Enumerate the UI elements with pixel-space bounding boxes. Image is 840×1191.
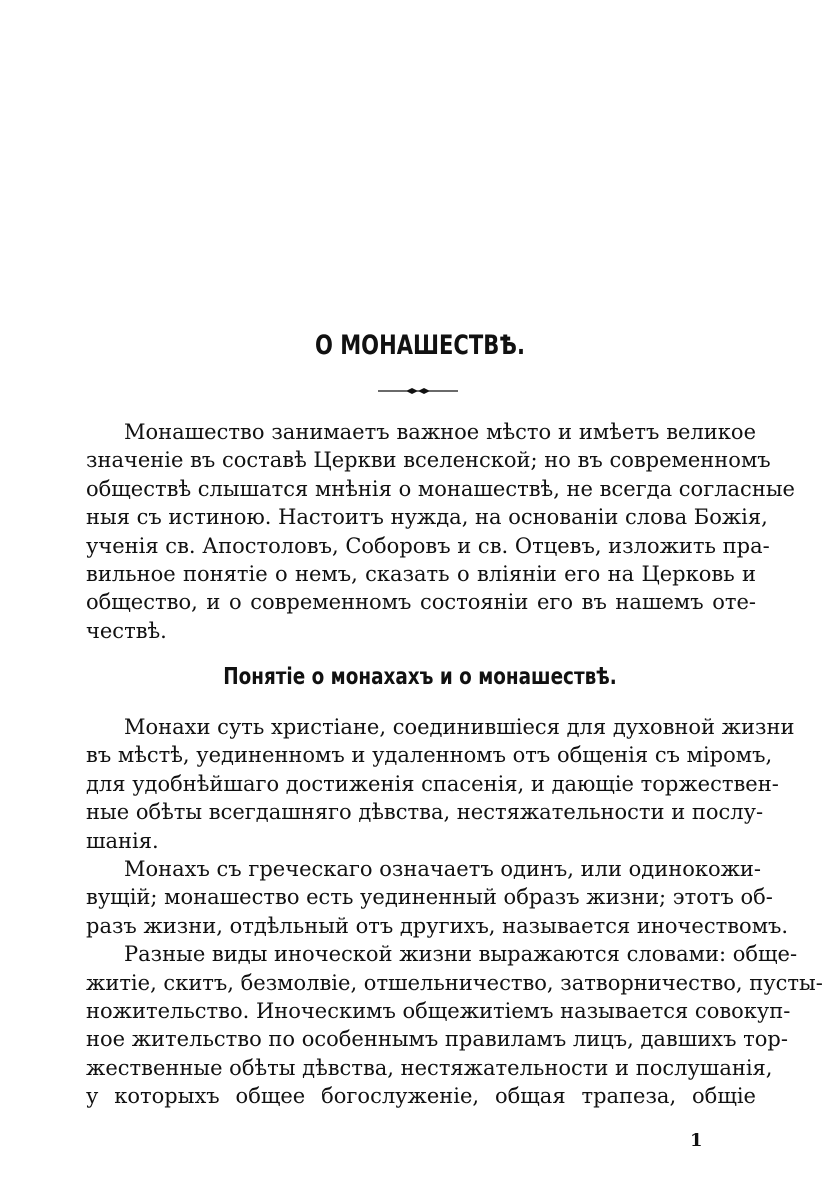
text-line: шанія.: [86, 828, 159, 853]
page-title: О МОНАШЕСТВѢ.: [314, 330, 525, 361]
text-line: вущій; монашество есть уединенный образъ жизни; этотъ об-: [86, 885, 773, 910]
title-ornament: [378, 386, 458, 396]
page-number: 1: [690, 1130, 703, 1151]
text-line: Монахъ съ греческаго означаетъ одинъ, или одинокожи-: [124, 857, 762, 882]
text-line: ныя съ истиною. Настоитъ нужда, на основаніи слова Божія,: [86, 505, 768, 530]
text-line: для удобнѣйшаго достиженія спасенія, и дающіе торжествен-: [86, 771, 779, 796]
body-paragraphs: [86, 713, 823, 1111]
text-line: вильное понятіе о немъ, сказать о вліяніи его на Церковь и: [86, 562, 756, 587]
text-line: ные обѣты всегдашняго дѣвства, нестяжательности и послу-: [86, 800, 764, 825]
text-line: ножительство. Иноческимъ общежитіемъ называется совокуп-: [86, 999, 791, 1024]
text-line: обществѣ слышатся мнѣнія о монашествѣ, не всегда согласные: [86, 476, 795, 501]
text-line: у которыхъ общее богослуженіе, общая трапеза, общіе: [86, 1084, 756, 1109]
text-line: разъ жизни, отдѣльный отъ другихъ, называется иночествомъ.: [86, 913, 789, 938]
text-line: Разные виды иноческой жизни выражаются словами: обще-: [124, 942, 798, 967]
text-line: Монашество занимаетъ важное мѣсто и имѣетъ великое: [124, 420, 756, 444]
text-line: въ мѣстѣ, уединенномъ и удаленномъ отъ общенія съ міромъ,: [86, 743, 773, 768]
text-line: чествѣ.: [86, 618, 167, 643]
text-line: Монахи суть христіане, соединившіеся для духовной жизни: [124, 715, 795, 739]
text-line: житіе, скитъ, безмолвіе, отшельничество, затворничество, пусты-: [86, 970, 823, 995]
section-title: Понятіе о монахахъ и о монашествѣ.: [223, 664, 617, 690]
text-line: ное жительство по особеннымъ правиламъ лицъ, давшихъ тор-: [86, 1027, 788, 1052]
text-line: ученія св. Апостоловъ, Соборовъ и св. Отцевъ, изложить пра-: [86, 533, 770, 558]
text-line: значеніе въ составѣ Церкви вселенской; но въ современномъ: [86, 448, 771, 473]
text-line: общество, и о современномъ состояніи его въ нашемъ оте-: [86, 590, 756, 615]
text-line: жественные обѣты дѣвства, нестяжательности и послушанія,: [86, 1055, 773, 1080]
intro-paragraph: [86, 418, 795, 645]
